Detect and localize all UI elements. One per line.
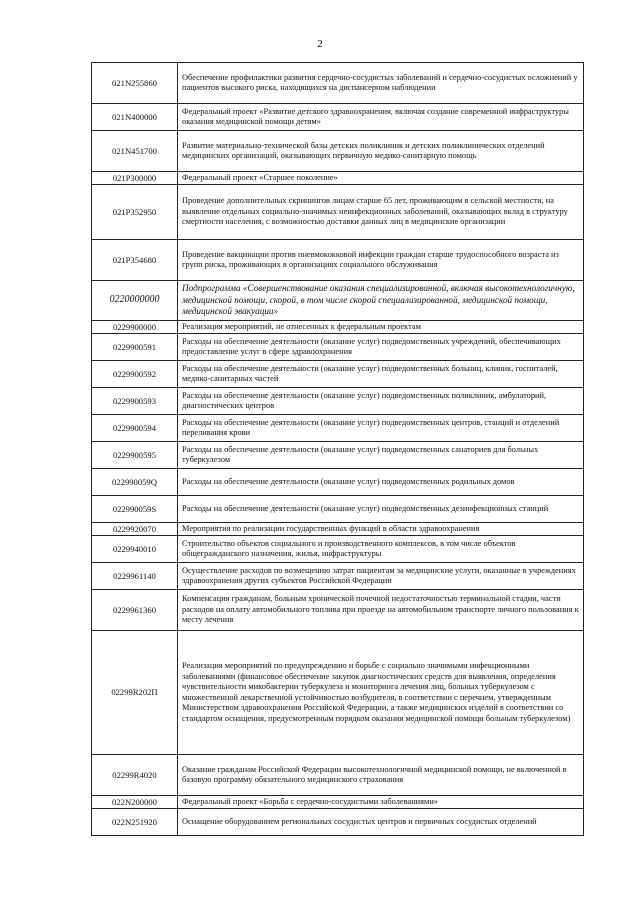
budget-code: 021N451700 <box>92 131 178 172</box>
budget-code: 021P354680 <box>92 240 178 281</box>
expense-description: Расходы на обеспечение деятельности (оказание услуг) подведомственных дезинфекционных станций <box>178 496 584 523</box>
table-row <box>92 563 584 590</box>
budget-code: 021P300000 <box>92 172 178 185</box>
table-row <box>92 321 584 334</box>
table-row <box>92 334 584 361</box>
table-row <box>92 536 584 563</box>
table-row <box>92 796 584 809</box>
expense-description: Расходы на обеспечение деятельности (оказание услуг) подведомственных санаториев для больных туберкулезом <box>178 442 584 469</box>
table-row <box>92 172 584 185</box>
budget-code: 021N400000 <box>92 104 178 131</box>
table-row <box>92 523 584 536</box>
budget-code: 0220000000 <box>92 281 178 321</box>
table-row <box>92 415 584 442</box>
budget-code: 0229920070 <box>92 523 178 536</box>
table-row <box>92 442 584 469</box>
expense-description: Расходы на обеспечение деятельности (оказание услуг) подведомственных больниц, клиник, госпиталей, медико-санитарных частей <box>178 361 584 388</box>
expense-description: Оснащение оборудованием региональных сосудистых центров и первичных сосудистых отделений <box>178 809 584 836</box>
table-row <box>92 361 584 388</box>
budget-code: 022N200000 <box>92 796 178 809</box>
budget-code: 022990059S <box>92 496 178 523</box>
budget-code: 021N255860 <box>92 63 178 104</box>
table-row <box>92 131 584 172</box>
expense-description: Компенсация гражданам, больным хронической почечной недостаточностью терминальной стадии, части расходов на оплату автомобильного топлива при проезде на автомобильном транспорте личного пользования к месту лечения <box>178 590 584 631</box>
table-row <box>92 281 584 321</box>
table-row <box>92 104 584 131</box>
budget-code: 0229900595 <box>92 442 178 469</box>
expense-description: Федеральный проект «Развитие детского здравоохранения, включая создание современной инфраструктуры оказания медицинской помощи детям» <box>178 104 584 131</box>
expense-description: Расходы на обеспечение деятельности (оказание услуг) подведомственных поликлиник, амбулаторий, диагностических центров <box>178 388 584 415</box>
expense-description: Подпрограмма «Совершенствование оказания специализированной, включая высокотехнологичную, медицинской помощи, скорой, в том числе скорой специализированной, медицинской помощи, медицинской эвакуации» <box>178 281 584 321</box>
expense-description: Реализация мероприятий по предупреждению и борьбе с социально значимыми инфекционными заболеваниями (финансовое обеспечение закупок диагностических средств для выявления, определения чувствительности микобактерии туберкулеза и мониторинга лечения лиц, больных туберкулезом с множественной лекарственной устойчивостью возбудителя, в соответствии с перечнем, утвержденным Министерством здравоохранения Российской Федерации, а также медицинских изделий в соответствии со стандартом оснащения, предусмотренным порядком оказания медицинской помощи больным туберкулезом) <box>178 631 584 755</box>
budget-code: 02299R4020 <box>92 755 178 796</box>
budget-code: 0229900591 <box>92 334 178 361</box>
budget-code: 0229961140 <box>92 563 178 590</box>
budget-code: 0229940010 <box>92 536 178 563</box>
table-body <box>92 63 584 836</box>
budget-code: 022N251920 <box>92 809 178 836</box>
table-row <box>92 185 584 240</box>
table-row <box>92 590 584 631</box>
expense-description: Федеральный проект «Борьба с сердечно-сосудистыми заболеваниями» <box>178 796 584 809</box>
table-row <box>92 755 584 796</box>
budget-code: 0229900000 <box>92 321 178 334</box>
expense-description: Оказание гражданам Российской Федерации высокотехнологичной медицинской помощи, не включенной в базовую программу обязательного медицинского страхования <box>178 755 584 796</box>
expense-description: Реализация мероприятий, не отнесенных к федеральным проектам <box>178 321 584 334</box>
budget-code: 0229900593 <box>92 388 178 415</box>
table-row <box>92 631 584 755</box>
budget-code: 02299R202П <box>92 631 178 755</box>
budget-code: 0229900592 <box>92 361 178 388</box>
budget-code: 0229961360 <box>92 590 178 631</box>
expense-description: Осуществление расходов по возмещению затрат пациентам за медицинские услуги, оказанные в учреждениях здравоохранения других субъектов Российской Федерации <box>178 563 584 590</box>
budget-code: 022990059Q <box>92 469 178 496</box>
expense-description: Расходы на обеспечение деятельности (оказание услуг) подведомственных учреждений, обеспечивающих предоставление услуг в сфере здравоохранения <box>178 334 584 361</box>
page-number: 2 <box>317 38 323 50</box>
table-row <box>92 388 584 415</box>
expense-description: Расходы на обеспечение деятельности (оказание услуг) подведомственных родильных домов <box>178 469 584 496</box>
budget-code: 0229900594 <box>92 415 178 442</box>
expense-description: Мероприятия по реализации государственных функций в области здравоохранения <box>178 523 584 536</box>
budget-code: 021P352950 <box>92 185 178 240</box>
expense-description: Проведение дополнительных скринингов лицам старше 65 лет, проживающим в сельской местности, на выявление отдельных социально-значимых неинфекционных заболеваний, оказывающих вклад в структуру смертности населения, с возможностью доставки данных лиц в медицинские организации <box>178 185 584 240</box>
expense-description: Федеральный проект «Старшее поколение» <box>178 172 584 185</box>
table-row <box>92 496 584 523</box>
table-row <box>92 240 584 281</box>
expense-description: Строительство объектов социального и производственного комплексов, в том числе объектов общегражданского назначения, жилья, инфраструктуры <box>178 536 584 563</box>
table-row <box>92 809 584 836</box>
table-row <box>92 63 584 104</box>
expense-description: Обеспечение профилактики развития сердечно-сосудистых заболеваний и сердечно-сосудистых осложнений у пациентов высокого риска, находящихся на диспансерном наблюдении <box>178 63 584 104</box>
expense-description: Проведение вакцинации против пневмококковой инфекции граждан старше трудоспособного возраста из групп риска, проживающих в организациях социального обслуживания <box>178 240 584 281</box>
table-row <box>92 469 584 496</box>
expense-description: Расходы на обеспечение деятельности (оказание услуг) подведомственных центров, станций и отделений переливания крови <box>178 415 584 442</box>
expense-description: Развитие материально-технической базы детских поликлиник и детских поликлинических отделений медицинских организаций, оказывающих первичную медико-санитарную помощь <box>178 131 584 172</box>
budget-codes-table <box>91 62 584 836</box>
